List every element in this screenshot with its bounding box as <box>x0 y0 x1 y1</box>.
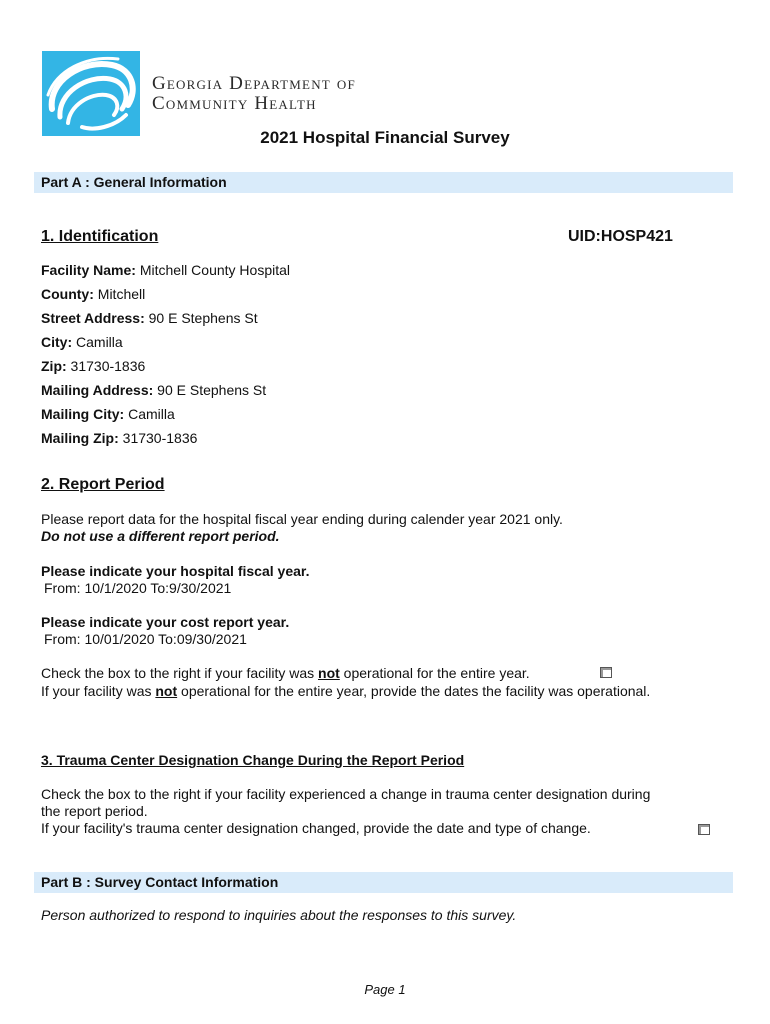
field-label: Mailing Address: <box>41 382 154 398</box>
uid-label: UID:HOSP421 <box>568 228 673 245</box>
question-text: operational for the entire year. <box>339 665 530 681</box>
org-name-line2: Community Health <box>152 93 317 114</box>
trauma-change-checkbox[interactable] <box>698 824 710 835</box>
dch-logo <box>42 51 140 136</box>
field-value: Mitchell <box>97 286 146 302</box>
page-title: 2021 Hospital Financial Survey <box>260 128 510 147</box>
field-label: County: <box>41 286 94 302</box>
cost-report-prompt: Please indicate your cost report year. <box>41 614 290 630</box>
instruction-text: If your facility was <box>41 683 156 699</box>
field-value: 90 E Stephens St <box>157 382 267 398</box>
field-label: Mailing Zip: <box>41 430 119 446</box>
contact-note: Person authorized to respond to inquiries about the responses to this survey. <box>41 907 517 923</box>
field-value: Camilla <box>128 406 175 422</box>
report-period-instruction: Please report data for the hospital fiscal year ending during calender year 2021 only. <box>41 511 563 527</box>
instruction-text: operational for the entire year, provide the dates the facility was operational. <box>177 683 651 699</box>
cost-report-value: From: 10/01/2020 To:09/30/2021 <box>44 631 247 647</box>
trauma-instruction-3: If your facility's trauma center designation changed, provide the date and type of change. <box>41 820 591 836</box>
field-zip <box>41 358 145 374</box>
dch-logo-mark <box>42 51 140 136</box>
field-label: Mailing City: <box>41 406 125 422</box>
trauma-instruction-2: the report period. <box>41 803 148 819</box>
field-county <box>41 286 145 302</box>
field-value: 31730-1836 <box>70 358 146 374</box>
field-value: Camilla <box>76 334 123 350</box>
field-label: Facility Name: <box>41 262 136 278</box>
field-value: 31730-1836 <box>122 430 198 446</box>
field-mailing-zip <box>41 430 197 446</box>
field-label: City: <box>41 334 73 350</box>
emphasis-not: not <box>155 683 178 699</box>
org-name-line1: Georgia Department of <box>152 73 356 94</box>
emphasis-not: not <box>318 665 340 681</box>
not-operational-checkbox[interactable] <box>600 667 612 678</box>
field-city <box>41 334 123 350</box>
field-value: 90 E Stephens St <box>148 310 258 326</box>
field-value: Mitchell County Hospital <box>139 262 290 278</box>
question-text: Check the box to the right if your facility was <box>41 665 319 681</box>
field-mailing-address <box>41 382 266 398</box>
identification-heading: 1. Identification <box>41 228 159 245</box>
trauma-heading: 3. Trauma Center Designation Change During the Report Period <box>41 752 465 768</box>
field-facility-name <box>41 262 290 278</box>
field-street-address <box>41 310 258 326</box>
field-label: Street Address: <box>41 310 145 326</box>
page-number: Page 1 <box>364 982 406 997</box>
field-mailing-city <box>41 406 175 422</box>
field-label: Zip: <box>41 358 67 374</box>
trauma-instruction-1: Check the box to the right if your facility experienced a change in trauma center designation during <box>41 786 651 802</box>
report-period-heading: 2. Report Period <box>41 476 165 493</box>
report-period-warning: Do not use a different report period. <box>41 528 280 544</box>
part-a-header: Part A : General Information <box>34 172 733 193</box>
fiscal-year-value: From: 10/1/2020 To:9/30/2021 <box>44 580 232 596</box>
not-operational-question <box>41 665 530 681</box>
part-b-header: Part B : Survey Contact Information <box>34 872 733 893</box>
operational-dates-instruction <box>41 683 650 699</box>
fiscal-year-prompt: Please indicate your hospital fiscal year. <box>41 563 310 579</box>
